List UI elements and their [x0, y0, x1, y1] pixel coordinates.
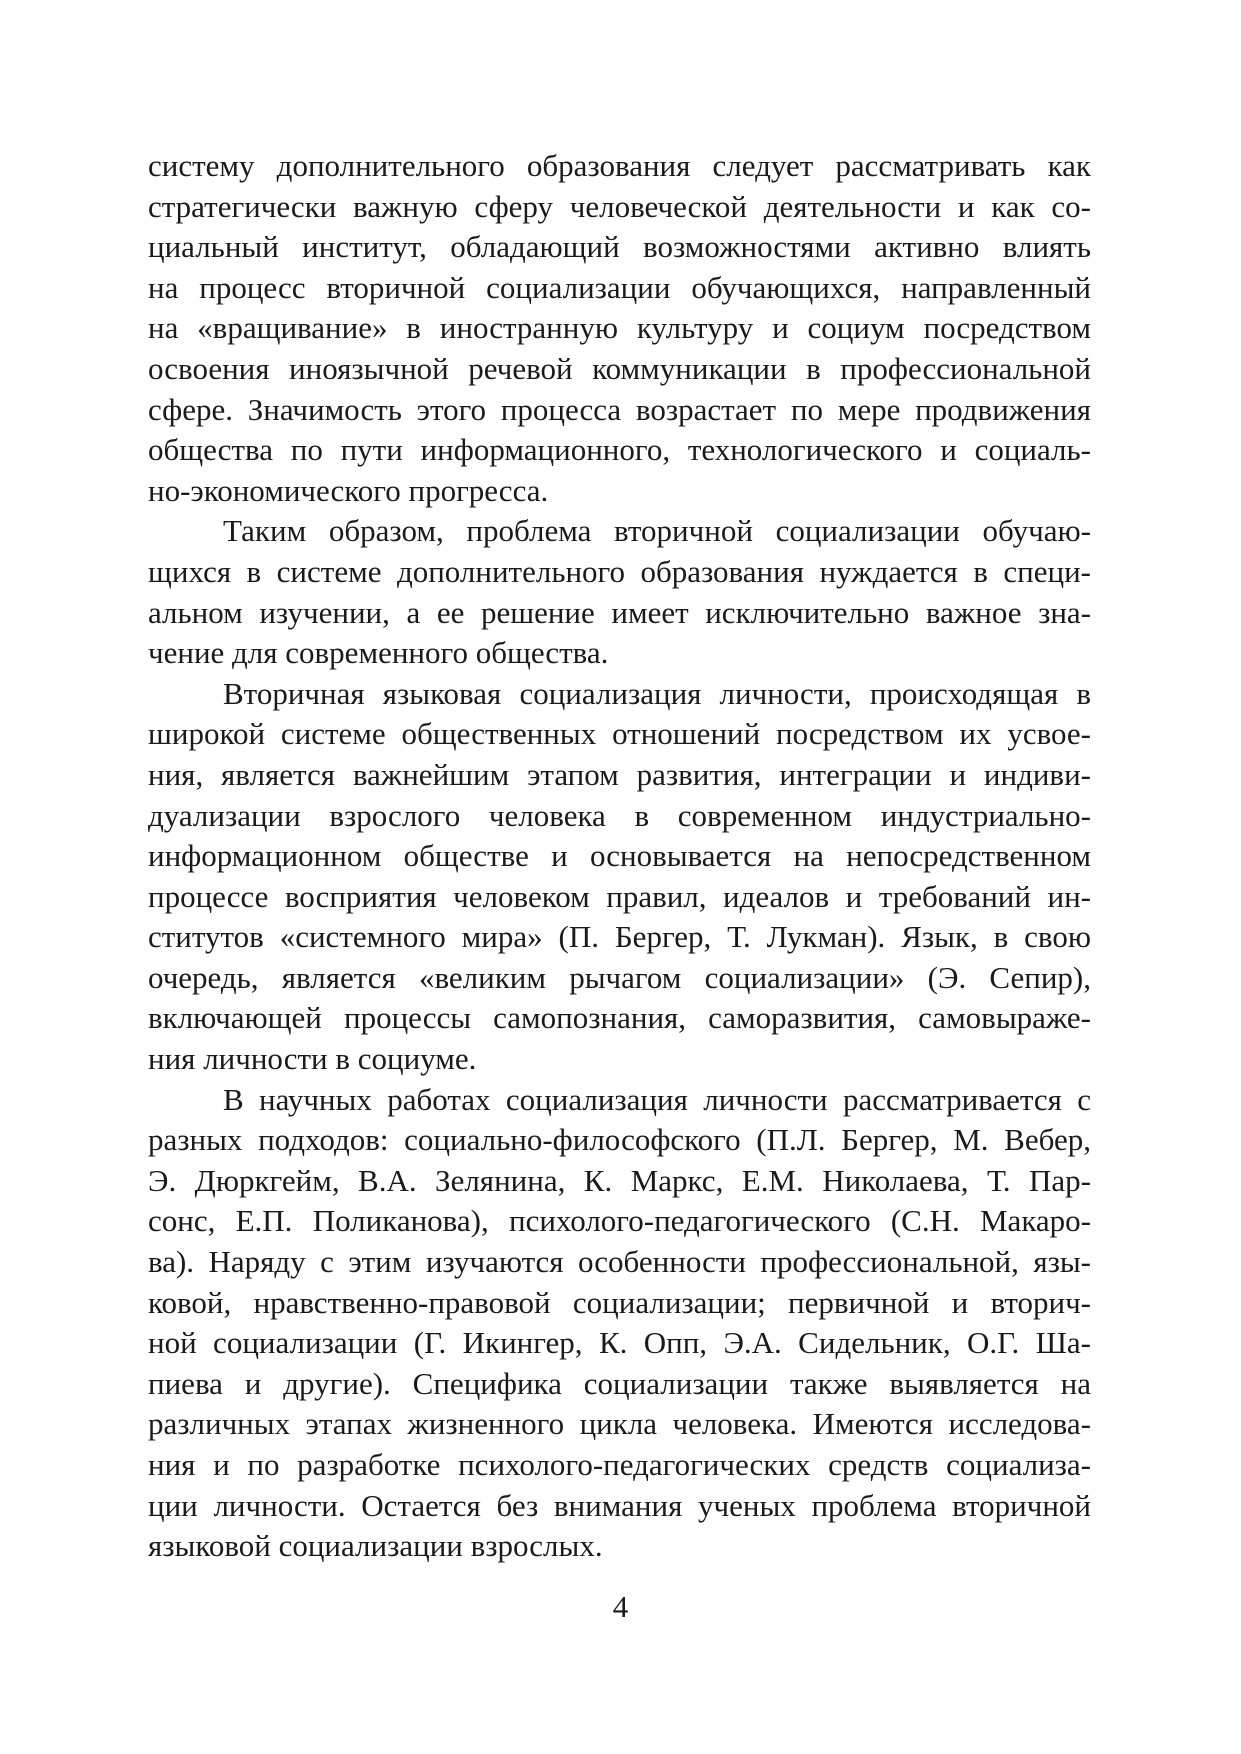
text-line: циальный институт, обладающий возможностями активно влиять — [148, 229, 1091, 265]
text-line: процессе восприятия человеком правил, идеалов и требований ин- — [148, 878, 1091, 914]
text-line: языковой социализации взрослых. — [148, 1528, 603, 1564]
page-number: 4 — [612, 1589, 629, 1624]
text-line: ния личности в социуме. — [148, 1041, 477, 1077]
text-line: различных этапах жизненного цикла человека. Имеются исследова- — [148, 1406, 1091, 1442]
text-line: ститутов «системного мира» (П. Бергер, Т. Лукман). Язык, в свою — [148, 919, 1091, 955]
text-line: ва). Наряду с этим изучаются особенности профессиональной, язы- — [148, 1244, 1091, 1280]
text-line: альном изучении, а ее решение имеет исключительно важное зна- — [148, 594, 1091, 630]
text-line: но-экономического прогресса. — [148, 472, 549, 508]
text-line: чение для современного общества. — [148, 635, 609, 671]
text-line: разных подходов: социально-философского (П.Л. Бергер, М. Вебер, — [148, 1122, 1091, 1158]
text-line: информационном обществе и основывается на непосредственном — [148, 838, 1091, 874]
text-line: широкой системе общественных отношений посредством их усвое- — [148, 716, 1091, 752]
text-line: систему дополнительного образования следует рассматривать как — [148, 148, 1091, 183]
text-line: ковой, нравственно-правовой социализации; первичной и вторич- — [148, 1284, 1091, 1320]
text-line: дуализации взрослого человека в современном индустриально- — [148, 797, 1091, 833]
text-line: ции личности. Остается без внимания ученых проблема вторичной — [148, 1487, 1091, 1523]
text-line: освоения иноязычной речевой коммуникации в профессиональной — [148, 350, 1091, 386]
text-line: ной социализации (Г. Икингер, К. Опп, Э.А. Сидельник, О.Г. Ша- — [148, 1325, 1091, 1361]
text-line: сфере. Значимость этого процесса возрастает по мере продвижения — [148, 391, 1091, 427]
text-line: сонс, Е.П. Поликанова), психолого-педагогического (С.Н. Макаро- — [148, 1203, 1091, 1239]
text-line: очередь, является «великим рычагом социализации» (Э. Сепир), — [148, 959, 1091, 995]
text-line: общества по пути информационного, технологического и социаль- — [148, 432, 1091, 468]
text-line: Э. Дюркгейм, В.А. Зелянина, К. Маркс, Е.М. Николаева, Т. Пар- — [148, 1162, 1091, 1198]
paragraph-1 — [148, 146, 1091, 511]
paragraph-2 — [148, 511, 1091, 673]
paragraph-4 — [148, 1080, 1091, 1567]
text-line: включающей процессы самопознания, саморазвития, самовыраже- — [148, 1000, 1091, 1036]
body-text — [148, 146, 1091, 1567]
text-line: В научных работах социализация личности рассматривается с — [223, 1081, 1091, 1117]
text-line: ния, является важнейшим этапом развития, интеграции и индиви- — [148, 756, 1091, 792]
text-line: на «вращивание» в иностранную культуру и социум посредством — [148, 310, 1091, 346]
text-line: стратегически важную сферу человеческой деятельности и как со- — [148, 188, 1091, 224]
text-line: пиева и другие). Специфика социализации также выявляется на — [148, 1365, 1091, 1401]
text-line: на процесс вторичной социализации обучающихся, направленный — [148, 269, 1091, 305]
text-line: Вторичная языковая социализация личности, происходящая в — [223, 675, 1091, 711]
text-line: Таким образом, проблема вторичной социализации обучаю- — [223, 513, 1091, 549]
text-line: ния и по разработке психолого-педагогических средств социализа- — [148, 1447, 1091, 1482]
paragraph-3 — [148, 674, 1091, 1080]
text-line: щихся в системе дополнительного образования нуждается в специ- — [148, 553, 1091, 589]
